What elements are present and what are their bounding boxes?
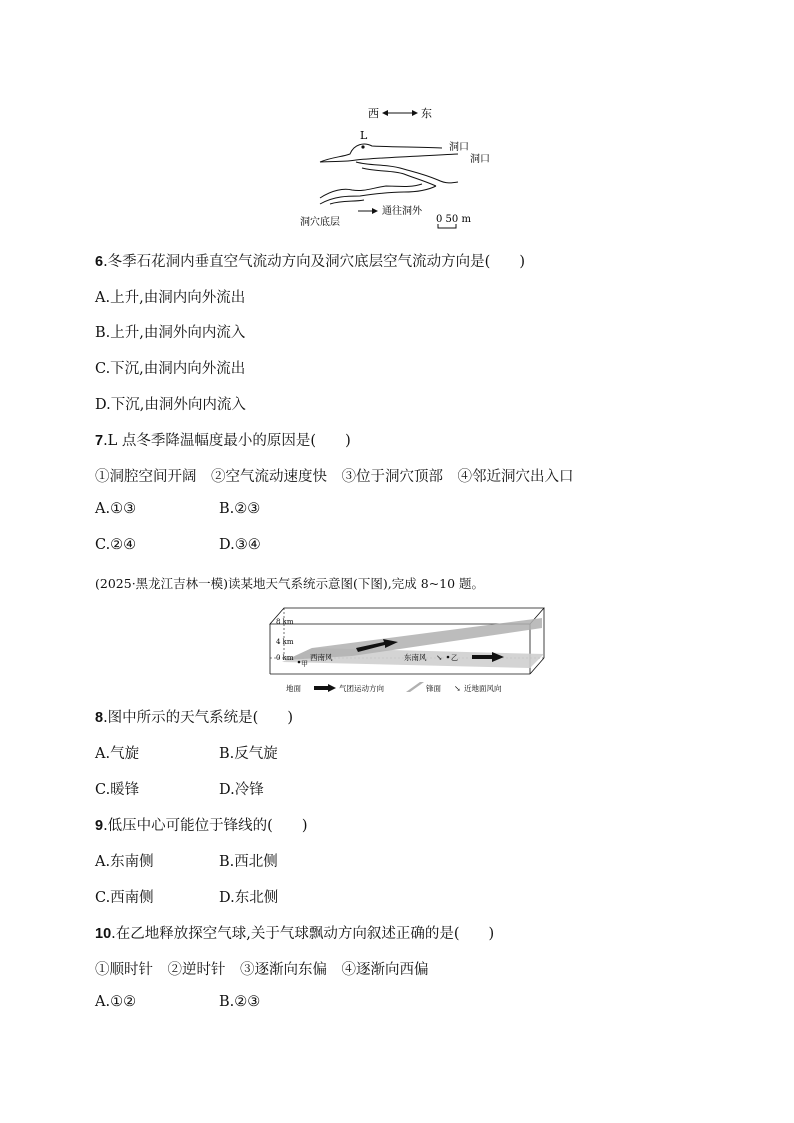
q7-option-b[interactable]: B.②③ <box>219 501 261 517</box>
q6-option-c[interactable]: C.下沉,由洞内向外流出 <box>95 361 246 377</box>
y-label-0km: 0 km <box>276 654 294 662</box>
q9-option-d[interactable]: D.东北侧 <box>219 890 279 906</box>
arrow-head-west <box>382 110 388 116</box>
q6-option-d[interactable]: D.下沉,由洞外向内流入 <box>95 397 246 413</box>
cave-middle-passage <box>356 162 458 186</box>
q9-option-c[interactable]: C.西南侧 <box>95 890 154 906</box>
q6-option-b[interactable]: B.上升,由洞外向内流入 <box>95 325 246 341</box>
question-number: 9 <box>95 818 104 834</box>
point-yi-dot <box>447 656 450 659</box>
dir-west-label: 西 <box>368 107 379 120</box>
arrow-head-east <box>412 110 418 116</box>
box-outline <box>270 608 544 624</box>
q10-option-a[interactable]: A.①② <box>95 994 137 1010</box>
to-outside-label: 通往洞外 <box>382 206 422 217</box>
legend-front-swatch <box>406 682 424 692</box>
question-9 <box>95 814 308 835</box>
cave-floor-label: 洞穴底层 <box>300 217 340 228</box>
y-label-8km: 8 km <box>276 618 294 626</box>
question-text: .低压中心可能位于锋线的( ) <box>103 818 308 834</box>
question-text: .图中所示的天气系统是( ) <box>103 710 294 726</box>
q10-option-b[interactable]: B.②③ <box>219 994 261 1010</box>
q6-option-a[interactable]: A.上升,由洞内向外流出 <box>95 290 246 306</box>
q7-option-a[interactable]: A.①③ <box>95 501 137 517</box>
q8-option-a[interactable]: A.气旋 <box>95 746 140 762</box>
legend-front-label: 锋面 <box>426 684 441 693</box>
point-jia-label: 甲 <box>301 660 308 668</box>
weather-system-figure <box>252 602 552 698</box>
entrance-label-1: 洞口 <box>449 142 469 153</box>
point-l-label: L <box>360 129 368 142</box>
q9-option-a[interactable]: A.东南侧 <box>95 854 154 870</box>
legend-airmass-arrow <box>314 684 336 692</box>
question-10 <box>95 922 494 943</box>
legend-airmass-label: 气团运动方向 <box>339 684 384 693</box>
question-7 <box>95 429 351 450</box>
point-l-dot <box>361 145 364 148</box>
wind-se-label: 东南风 <box>404 653 427 662</box>
wind-sw-label: 西南风 <box>310 653 333 662</box>
source-note: (2025·黑龙江吉林一模)读某地天气系统示意图(下图),完成 8~10 题。 <box>95 576 485 591</box>
wind-arrow-symbol: ↘ <box>436 653 443 662</box>
q8-option-c[interactable]: C.暖锋 <box>95 782 140 798</box>
y-label-4km: 4 km <box>276 638 294 646</box>
question-text: .L 点冬季降温幅度最小的原因是( ) <box>103 433 351 449</box>
question-text: .在乙地释放探空气球,关于气球飘动方向叙述正确的是( ) <box>111 926 495 942</box>
dir-east-label: 东 <box>421 107 432 120</box>
q10-statements: ①顺时针 ②逆时针 ③逐渐向东偏 ④逐渐向西偏 <box>95 962 429 978</box>
question-8 <box>95 706 293 727</box>
q8-option-b[interactable]: B.反气旋 <box>219 746 278 762</box>
scale-bar-label: 0 50 m <box>436 214 471 225</box>
q7-option-c[interactable]: C.②④ <box>95 537 137 553</box>
legend-ground-label: 地面 <box>286 684 301 693</box>
cave-upper-passage <box>320 144 458 162</box>
question-number: 8 <box>95 710 104 726</box>
question-text: .冬季石花洞内垂直空气流动方向及洞穴底层空气流动方向是( ) <box>103 254 525 270</box>
point-yi-label: 乙 <box>451 654 458 662</box>
question-number: 10 <box>95 926 112 942</box>
question-6 <box>95 250 525 271</box>
question-number: 6 <box>95 254 104 270</box>
cave-figure <box>290 100 510 230</box>
outside-arrow-head <box>372 208 378 214</box>
point-jia-dot <box>298 661 301 664</box>
question-number: 7 <box>95 433 104 449</box>
q8-option-d[interactable]: D.冷锋 <box>219 782 264 798</box>
q7-option-d[interactable]: D.③④ <box>219 537 261 553</box>
cave-lower-passage <box>320 184 436 204</box>
legend-wind-symbol: ↘ <box>454 684 461 693</box>
entrance-label-2: 洞口 <box>470 154 490 165</box>
q9-option-b[interactable]: B.西北侧 <box>219 854 278 870</box>
q7-statements: ①洞腔空间开阔 ②空气流动速度快 ③位于洞穴顶部 ④邻近洞穴出入口 <box>95 469 574 485</box>
legend-wind-label: 近地面风向 <box>464 684 502 693</box>
